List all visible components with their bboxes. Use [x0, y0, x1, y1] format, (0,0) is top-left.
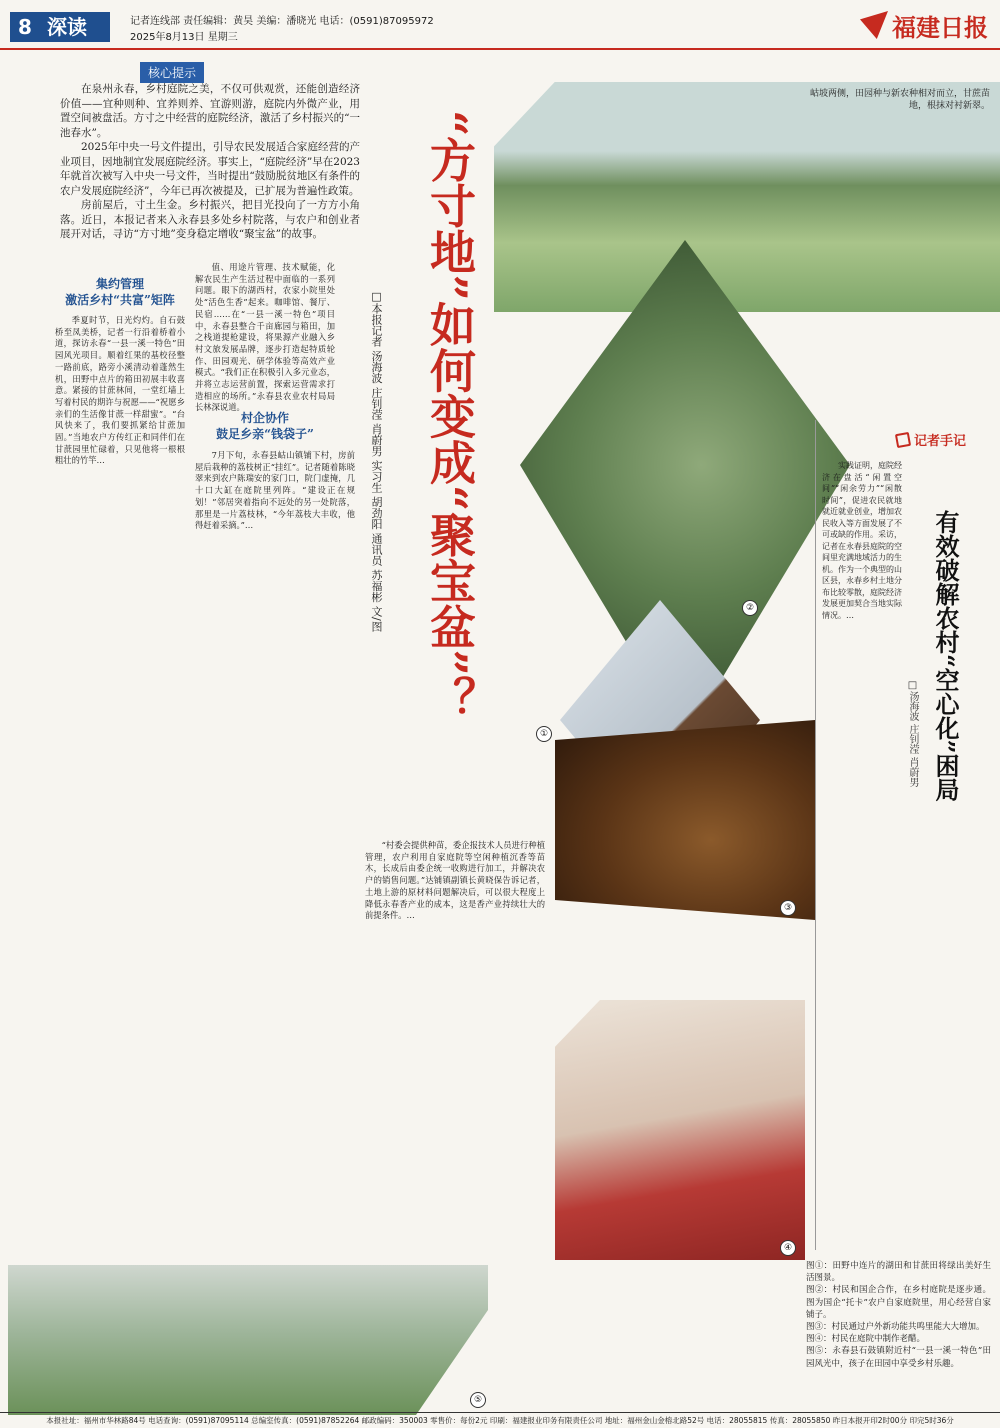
photo-number: ①: [536, 726, 552, 742]
photo-caption-top: 岵坡两侧，田园种与新农种相对而立，甘蔗苗地，根抹对衬新翠。: [810, 89, 991, 111]
sugarcane-field-photo: [494, 82, 1000, 312]
page-footer: 本报社址：福州市华林路84号 电话查询：(0591)87095114 总编室传真：(0591)87852264 邮政编码：350003 零售价：每份2元 印刷：福建报业印务有限责任公司 地址：福州金山金榕北路52号 电话：28055815 传真：28055850 昨日本报开印2时00分 印完5时36分: [0, 1412, 1000, 1428]
newspaper-logo: [860, 6, 988, 44]
page-header: [0, 0, 1000, 50]
drying-yard-photo: [555, 1000, 805, 1260]
logo-text: 福建日报: [892, 12, 988, 42]
photo-number: ②: [742, 600, 758, 616]
notes-label-text: 记者手记: [914, 434, 967, 449]
section-tag: [10, 12, 110, 42]
section-name: 深读: [46, 15, 87, 39]
main-headline: “方寸地”如何变成“聚宝盆”？: [423, 110, 477, 722]
key-tip-label: 核心提示: [140, 62, 204, 83]
notes-byline: □汤海波 庄钊滢 肖蔚男: [907, 680, 918, 788]
main-byline: □本报记者 汤海波 庄钊滢 肖蔚男 实习生 胡劲阳 通讯员 苏福彬 文/图: [370, 290, 383, 632]
photo-captions: 图①：田野中连片的湖田和甘蔗田将绿出美好生活图景。 图②：村民和国企合作，在乡村庭院是逐步通。图为国企“托卡”农户自家庭院里，用心经营自家铺子。 图③：村民通过户外新功能共鸣里能大大增加。 图④：村民在庭院中制作老醋。 图⑤：永春县石鼓镇附近村“一县一溪一特色”田园风光中，孩子在田园中享受乡村乐趣。: [806, 1261, 991, 1369]
section-title: 集约管理 激活乡村“共富”矩阵: [65, 277, 175, 307]
page-number: 8: [18, 15, 32, 39]
photo-number: ④: [780, 1240, 796, 1256]
intro-block: [60, 82, 360, 242]
issue-date: 2025年8月13日 星期三: [130, 32, 238, 43]
article-column: 7月下旬，永春县岵山镇铺下村，房前屋后栽种的荔枝树正“挂红”。记者随着陈晓翠来到农户陈瑞安的家门口，院门虚掩，几十口大缸在庭院里列阵。“建设正在规划！”邻居突着指向不远处的另一处院落，那里是一片荔枝林，“今年荔枝大丰收，他得赶着采摘。”…: [195, 450, 355, 531]
intro-paragraph: 在泉州永春，乡村庭院之美，不仅可供观赏，还能创造经济价值——宜种则种、宜养则养、宜游则游，庭院内外微产业，用置空间被盘活。方寸之中经营的庭院经济，激活了乡村振兴的“一池春水”。: [60, 83, 360, 139]
article-column: 值、用途片管理、技术赋能，化解农民生产生活过程中面临的一系列问题。眼下的湖西村，农家小院里处处“活色生香”起来。咖啡馆、餐厅、民宿……在“一县一溪一特色”项目中，永春县整合千亩廊园与箱田，加之栈道提枪建设，将果源产业融入乡村文旅发展品牌，逐步打造起特质轮作、田园观光、研学体验等高效产业模式。“我们正在积极引入多元业态，并将立志运营前置，探索运营需求打造相应的场所。”永春县农业农村局局长林深说道。: [195, 262, 335, 412]
logo-mark-icon: [860, 11, 888, 39]
notes-headline: 有效破解农村“空心化”困局: [931, 510, 960, 802]
pen-icon: [895, 431, 911, 447]
article-column: 季夏时节，日光灼灼。自石鼓桥至凤美桥，记者一行沿着桥着小道，探访永春“一县一溪一特色”田园风光项目。顺着红果的基校径整一路前底，路旁小溪清动着蓬然生机，田野中点片的箱田初展丰收喜意。紧接的甘蔗林间，一堂红墙上写着村民的期许与祝愿——“祝愿乡亲们的生活像甘蔗一样甜蜜”。“台风快来了，我们要抓紧给甘蔗加固。”当地农户方传红正和同伴们在甘蔗园里忙碌着，只见他将一根根粗壮的竹竿…: [55, 315, 185, 466]
vinegar-jar-photo: [555, 720, 815, 920]
article-column: “村委会提供种苗，委企报技术人员进行种植管理，农户利用自家庭院等空闲种植沉香等苗木，长成后由委企统一收购进行加工，并解决农户的销售问题。”达铺镇副镇长黄晓保告诉记者，土地上游的原材料问题解决后，可以很大程度上降低永春香产业的成本，这是香产业持续壮大的前提条件。…: [365, 840, 545, 921]
intro-paragraph: 房前屋后，寸土生金。乡村振兴，把目光投向了一方方小角落。近日，本报记者来入永春县多处乡村院落，与农户和创业者展开对话，寻访“方寸地”变身稳定增收“聚宝盆”的故事。: [60, 199, 360, 240]
column-divider: [815, 420, 816, 1250]
notes-column: 实践证明，庭院经济在盘活“闲置空间”“闲余劳力”“闲散时间”，促进农民就地就近就业创业，增加农民收入等方面发展了不可或缺的作用。采访，记者在永春县庭院的空间里充满地域活力的生机。作为一个典型的山区县，永春乡村土地分布比较零散，庭院经济发展更加契合当地实际情况。…: [822, 461, 902, 620]
reporter-notes-label: [896, 430, 966, 449]
photo-number: ⑤: [470, 1392, 486, 1408]
photo-number: ③: [780, 900, 796, 916]
section-title: 村企协作 鼓足乡亲“钱袋子”: [216, 411, 314, 441]
intro-paragraph: 2025年中央一号文件提出，引导农民发展适合家庭经营的产业项目，因地制宜发展庭院经济。事实上，“庭院经济”早在2023年就首次被写入中央一号文件，当时提出“鼓励脱贫地区有条件的农户发展庭院经济”，今年已再次被提及，已扩展为普遍性政策。: [60, 141, 360, 197]
editors-line: 记者连线部 责任编辑：黄昊 美编：潘晓光 电话：(0591)87095972: [130, 16, 434, 27]
children-playground-photo: [8, 1265, 488, 1415]
